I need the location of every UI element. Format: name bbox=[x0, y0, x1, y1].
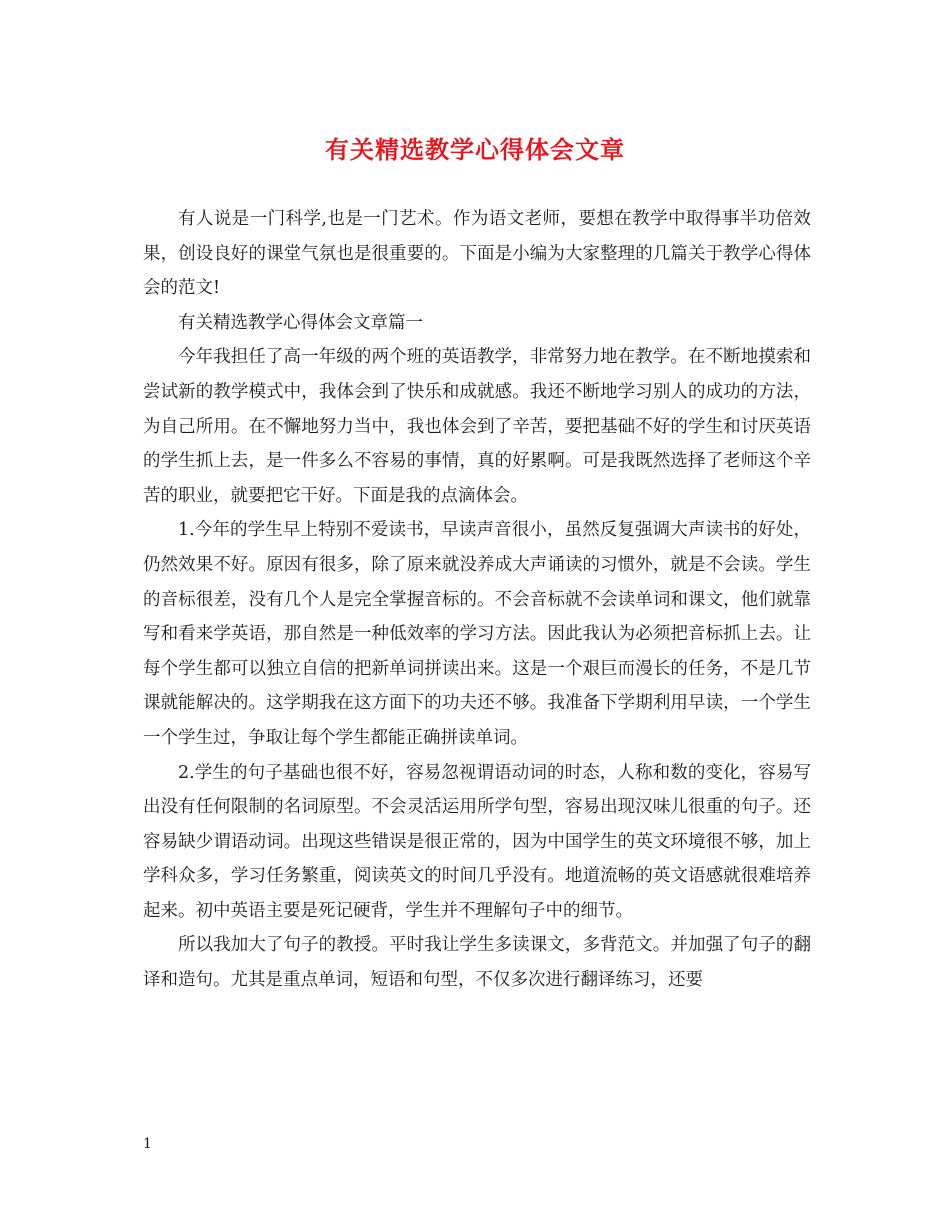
section-heading: 有关精选教学心得体会文章篇一 bbox=[178, 312, 423, 333]
paragraph: 1.今年的学生早上特别不爱读书，早读声音很小，虽然反复强调大声读书的好处，仍然效果不好。原因有很多，除了原来就没养成大声诵读的习惯外，就是不会读。学生的音标很差，没有几个人是完全掌握音标的。不会音标就不会读单词和课文，他们就靠写和看来学英语，那自然是一种低效率的学习方法。因此我认为必须把音标抓上去。让每个学生都可以独立自信的把新单词拼读出来。这是一个艰巨而漫长的任务，不是几节课就能解决的。这学期我在这方面下的功夫还不够。我准备下学期利用早读，一个学生一个学生过，争取让每个学生都能正确拼读单词。 bbox=[143, 520, 811, 748]
paragraph: 2.学生的句子基础也很不好，容易忽视谓语动词的时态，人称和数的变化，容易写出没有任何限制的名词原型。不会灵活运用所学句型，容易出现汉味儿很重的句子。还容易缺少谓语动词。出现这些错误是很正常的，因为中国学生的英文环境很不够，加上学科众多，学习任务繁重，阅读英文的时间几乎没有。地道流畅的英文语感就很难培养起来。初中英语主要是死记硬背，学生并不理解句子中的细节。 bbox=[143, 762, 811, 921]
paragraph: 所以我加大了句子的教授。平时我让学生多读课文，多背范文。并加强了句子的翻译和造句。尤其是重点单词，短语和句型，不仅多次进行翻译练习，还要 bbox=[143, 935, 811, 991]
paragraph-intro: 有人说是一门科学,也是一门艺术。作为语文老师，要想在教学中取得事半功倍效果，创设良好的课堂气氛也是很重要的。下面是小编为大家整理的几篇关于教学心得体会的范文! bbox=[143, 209, 811, 299]
document-body bbox=[143, 202, 811, 998]
page-number: 1 bbox=[143, 1136, 152, 1152]
paragraph: 今年我担任了高一年级的两个班的英语教学，非常努力地在教学。在不断地摸索和尝试新的教学模式中，我体会到了快乐和成就感。我还不断地学习别人的成功的方法，为自己所用。在不懈地努力当中，我也体会到了辛苦，要把基础不好的学生和讨厌英语的学生抓上去，是一件多么不容易的事情，真的好累啊。可是我既然选择了老师这个辛苦的职业，就要把它干好。下面是我的点滴体会。 bbox=[143, 347, 811, 506]
document-title: 有关精选教学心得体会文章 bbox=[325, 135, 625, 164]
